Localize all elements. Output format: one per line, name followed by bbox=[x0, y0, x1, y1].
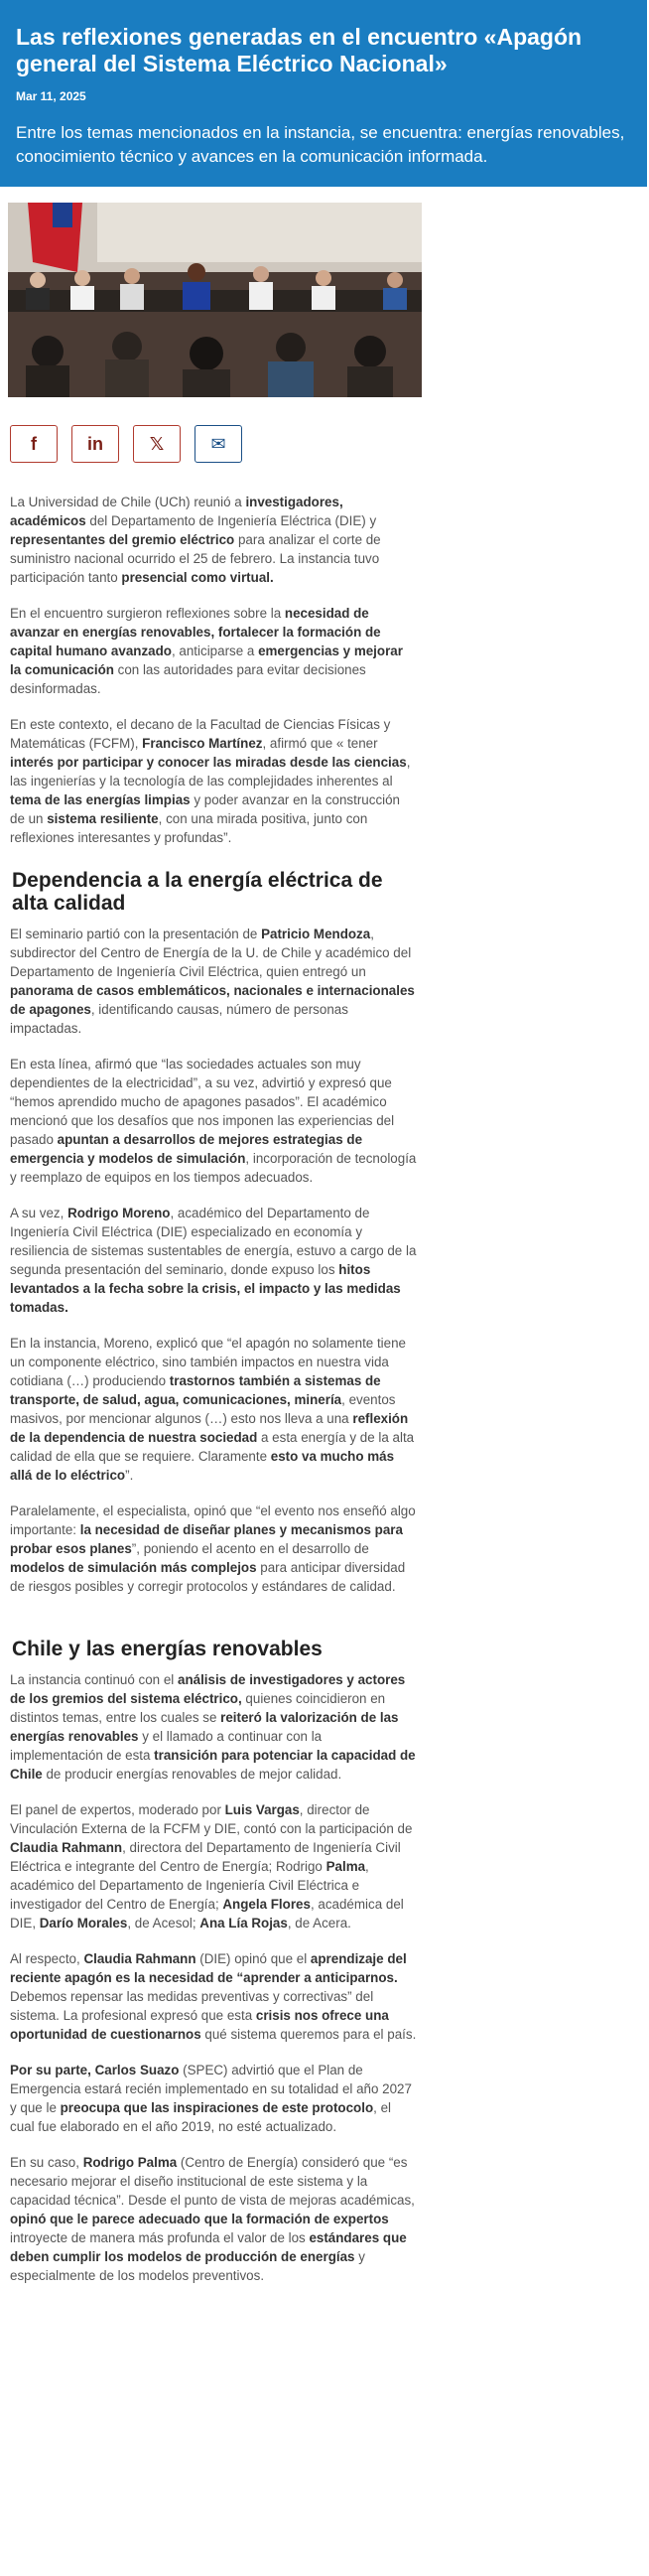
text-run: , identificando causas, número de personas impactadas. bbox=[10, 1002, 348, 1036]
event-photo-illustration bbox=[8, 203, 422, 397]
article-paragraph bbox=[10, 1055, 417, 1187]
email-share-button[interactable] bbox=[195, 425, 242, 463]
text-run: para analizar el corte de suministro nacional ocurrido el 25 de febrero. La instancia tuvo participación tanto bbox=[10, 532, 381, 585]
article-paragraph bbox=[10, 715, 417, 847]
text-run: del Departamento de Ingeniería Eléctrica (DIE) y bbox=[85, 513, 377, 528]
text-run: y poder avanzar en la construcción de un bbox=[10, 792, 401, 826]
bold-text: aprendizaje del reciente apagón es la necesidad de “aprender a anticiparnos. bbox=[10, 1951, 407, 1985]
bold-text: interés por participar y conocer las miradas desde las ciencias bbox=[10, 755, 407, 770]
bold-text: tema de las energías limpias bbox=[10, 792, 191, 807]
event-photo bbox=[8, 203, 422, 397]
text-run: En este contexto, el decano de la Facultad de Ciencias Físicas y Matemáticas (FCFM), bbox=[10, 717, 391, 751]
article-date: Mar 11, 2025 bbox=[16, 89, 86, 103]
section-heading: Chile y las energías renovables bbox=[12, 1638, 323, 1660]
text-run: La Universidad de Chile (UCh) reunió a bbox=[10, 495, 246, 509]
bold-text: Francisco Martínez bbox=[142, 736, 263, 751]
section-heading: Dependencia a la energía eléctrica de alta calidad bbox=[12, 869, 383, 915]
text-run: A su vez, bbox=[10, 1206, 68, 1220]
linkedin-share-button[interactable] bbox=[71, 425, 119, 463]
text-run: , eventos masivos, por mencionar algunos (…) esto nos lleva a una bbox=[10, 1392, 396, 1426]
text-run: En esta línea, afirmó que “las sociedades actuales son muy dependientes de la electricidad”, a su vez, advirtió y expresó que “hemos aprendido mucho de apagones pasados”. El académico mencionó que los desafíos que nos imponen las experiencias del pasado bbox=[10, 1057, 395, 1147]
bold-text: Patricio Mendoza bbox=[261, 927, 371, 941]
article-lead: Entre los temas mencionados en la instancia, se encuentra: energías renovables, conocimiento técnico y avances en la comunicación informada. bbox=[16, 123, 625, 166]
bold-text: panorama de casos emblemáticos, nacionales e internacionales de apagones bbox=[10, 983, 415, 1017]
text-run: , académica del DIE, bbox=[10, 1897, 404, 1931]
text-run: En su caso, bbox=[10, 2155, 83, 2170]
bold-text: transición para potenciar la capacidad de Chile bbox=[10, 1748, 416, 1782]
text-run: , de Acesol; bbox=[127, 1916, 200, 1931]
text-run: , director de Vinculación Externa de la FCFM y DIE, contó con la participación de bbox=[10, 1802, 413, 1836]
article-paragraph bbox=[10, 1670, 417, 1784]
text-run: La instancia continuó con el bbox=[10, 1672, 178, 1687]
text-run: Al respecto, bbox=[10, 1951, 84, 1966]
text-run: ”. bbox=[125, 1468, 134, 1483]
facebook-icon: f bbox=[31, 433, 37, 454]
text-run: quienes coincidieron en distintos temas, entre los cuales se bbox=[10, 1691, 386, 1725]
text-run: (Centro de Energía) consideró que “es necesario mejorar el diseño institucional de este sistema y la capacidad técnica”. Desde el punto de vista de mejoras académicas, bbox=[10, 2155, 415, 2208]
bold-text: emergencias y mejorar la comunicación bbox=[10, 644, 403, 677]
bold-text: presencial como virtual. bbox=[121, 570, 274, 585]
article-paragraph bbox=[10, 1334, 417, 1485]
bold-text: Claudia Rahmann bbox=[83, 1951, 196, 1966]
text-run: ”, poniendo el acento en el desarrollo de bbox=[131, 1541, 369, 1556]
linkedin-icon: in bbox=[87, 433, 103, 454]
bold-text: Claudia Rahmann bbox=[10, 1840, 123, 1855]
bold-text: estándares que deben cumplir los modelos de producción de energías bbox=[10, 2230, 407, 2264]
bold-text: investigadores, académicos bbox=[10, 495, 343, 528]
text-run: para anticipar diversidad de riesgos posibles y corregir protocolos y estándares de calidad. bbox=[10, 1560, 406, 1594]
bold-text: análisis de investigadores y actores de los gremios del sistema eléctrico, bbox=[10, 1672, 406, 1706]
text-run: qué sistema queremos para el país. bbox=[200, 2027, 417, 2042]
text-run: , incorporación de tecnología y reemplazo de equipos en los tiempos adecuados. bbox=[10, 1151, 417, 1185]
bold-text: Luis Vargas bbox=[224, 1802, 300, 1817]
text-run: El panel de expertos, moderado por bbox=[10, 1802, 225, 1817]
text-run: introyecte de manera más profunda el valor de los bbox=[10, 2230, 310, 2245]
bold-text: la necesidad de diseñar planes y mecanismos para probar esos planes bbox=[10, 1522, 403, 1556]
bold-text: apuntan a desarrollos de mejores estrategias de emergencia y modelos de simulación bbox=[10, 1132, 363, 1166]
bold-text: Rodrigo Palma bbox=[82, 2155, 178, 2170]
article-title: Las reflexiones generadas en el encuentro «Apagón general del Sistema Eléctrico Nacional» bbox=[16, 24, 583, 76]
bold-text: Por su parte, Carlos Suazo bbox=[10, 2063, 180, 2077]
text-run: Paralelamente, el especialista, opinó que “el evento nos enseñó algo importante: bbox=[10, 1503, 416, 1537]
article-paragraph bbox=[10, 1204, 417, 1317]
text-run: En el encuentro surgieron reflexiones sobre la bbox=[10, 606, 285, 621]
share-bar bbox=[10, 425, 649, 463]
bold-text: Palma bbox=[325, 1859, 366, 1874]
bold-text: crisis nos ofrece una oportunidad de cuestionarnos bbox=[10, 2008, 389, 2042]
facebook-share-button[interactable] bbox=[10, 425, 58, 463]
text-run: (DIE) opinó que el bbox=[195, 1951, 311, 1966]
bold-text: hitos levantados a la fecha sobre la crisis, el impacto y las medidas tomadas. bbox=[10, 1262, 401, 1315]
article-paragraph bbox=[10, 493, 417, 587]
text-run: de producir energías renovables de mejor calidad. bbox=[42, 1767, 342, 1782]
bold-text: reiteró la valorización de las energías renovables bbox=[10, 1710, 399, 1744]
article-header bbox=[0, 0, 647, 187]
bold-text: necesidad de avanzar en energías renovables, fortalecer la formación de capital humano avanzado bbox=[10, 606, 381, 658]
text-run: (SPEC) advirtió que el Plan de Emergencia estará recién implementado en su totalidad el año 2027 y que le bbox=[10, 2063, 412, 2115]
bold-text: trastornos también a sistemas de transporte, de salud, agua, comunicaciones, minería bbox=[10, 1373, 381, 1407]
text-run: , afirmó que « tener bbox=[262, 736, 378, 751]
text-run: a esta energía y de la alta calidad de ella que se requiere. Claramente bbox=[10, 1430, 415, 1464]
article-paragraph bbox=[10, 2153, 417, 2285]
bold-text: opinó que le parece adecuado que la formación de expertos bbox=[10, 2212, 389, 2226]
x-share-button[interactable] bbox=[133, 425, 181, 463]
article-body bbox=[0, 463, 427, 2285]
text-run: , directora del Departamento de Ingeniería Civil Eléctrica e integrante del Centro de Energía; Rodrigo bbox=[10, 1840, 401, 1874]
text-run: y el llamado a continuar con la implementación de esta bbox=[10, 1729, 323, 1763]
bold-text: preocupa que las inspiraciones de este protocolo bbox=[60, 2100, 374, 2115]
text-run: , de Acera. bbox=[287, 1916, 351, 1931]
text-run: En la instancia, Moreno, explicó que “el apagón no solamente tiene un componente eléctrico, sino también impactos en nuestra vida cotidiana (…) produciendo bbox=[10, 1336, 406, 1388]
bold-text: reflexión de la dependencia de nuestra sociedad bbox=[10, 1411, 409, 1445]
article-paragraph bbox=[10, 925, 417, 1038]
text-run: y especialmente de los modelos preventivos. bbox=[10, 2249, 365, 2283]
article-paragraph bbox=[10, 2061, 417, 2136]
text-run: , el cual fue elaborado en el año 2019, no esté actualizado. bbox=[10, 2100, 392, 2134]
x-icon: 𝕏 bbox=[149, 433, 165, 454]
bold-text: modelos de simulación más complejos bbox=[10, 1560, 257, 1575]
text-run: El seminario partió con la presentación de bbox=[10, 927, 262, 941]
text-run: , subdirector del Centro de Energía de la U. de Chile y académico del Departamento de Ingeniería Civil Eléctrica, quien entregó un bbox=[10, 927, 412, 979]
bold-text: esto va mucho más allá de lo eléctrico bbox=[10, 1449, 395, 1483]
bold-text: representantes del gremio eléctrico bbox=[10, 532, 235, 547]
text-run: , anticiparse a bbox=[171, 644, 259, 658]
text-run: Debemos repensar las medidas preventivas y correctivas” del sistema. La profesional expresó que esta bbox=[10, 1989, 374, 2023]
article-paragraph bbox=[10, 1800, 417, 1932]
text-run: , con una mirada positiva, junto con reflexiones interesantes y profundas”. bbox=[10, 811, 368, 845]
text-run: , académico del Departamento de Ingeniería Civil Eléctrica (DIE) especializado en economía y resiliencia de sistemas sustentables de energía, estuvo a cargo de la segunda presentación del seminario, donde expuso los bbox=[10, 1206, 417, 1277]
article-paragraph bbox=[10, 1502, 417, 1596]
article-paragraph bbox=[10, 604, 417, 698]
text-run: con las autoridades para evitar decisiones desinformadas. bbox=[10, 662, 366, 696]
bold-text: Ana Lía Rojas bbox=[199, 1916, 288, 1931]
email-icon: ✉ bbox=[210, 433, 226, 454]
bold-text: Angela Flores bbox=[222, 1897, 311, 1912]
bold-text: sistema resiliente bbox=[47, 811, 159, 826]
bold-text: Darío Morales bbox=[39, 1916, 128, 1931]
article-paragraph bbox=[10, 1949, 417, 2044]
text-run: , las ingenierías y la tecnología de las complejidades inherentes al bbox=[10, 755, 411, 788]
bold-text: Rodrigo Moreno bbox=[67, 1206, 171, 1220]
text-run: , académico del Departamento de Ingeniería Civil Eléctrica e investigador del Centro de Energía; bbox=[10, 1859, 369, 1912]
